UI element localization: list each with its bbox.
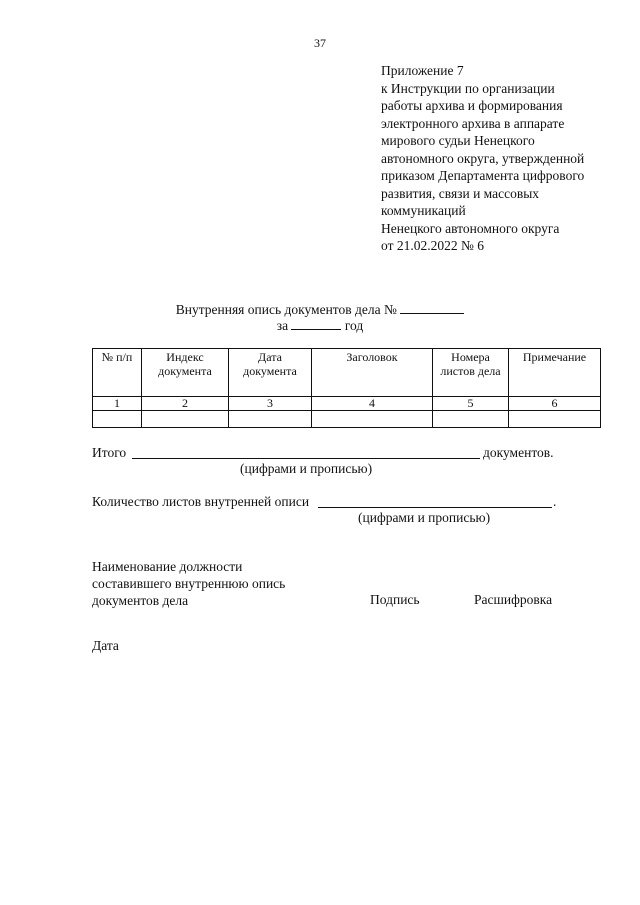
- table-cell[interactable]: [142, 411, 229, 428]
- col-number: 5: [433, 397, 509, 411]
- sheets-suffix: .: [553, 494, 557, 509]
- sheets-hint: (цифрами и прописью): [358, 510, 491, 525]
- col-number: 6: [509, 397, 601, 411]
- col-header-sheets: Номера листов дела: [433, 349, 509, 397]
- table-numbering-row: [93, 397, 601, 411]
- col-header-index: Индекс документа: [142, 349, 229, 397]
- col-header-date: Дата документа: [229, 349, 312, 397]
- year-line: [0, 318, 640, 334]
- table-cell[interactable]: [433, 411, 509, 428]
- appendix-line: от 21.02.2022 № 6: [381, 238, 484, 253]
- decoding-label: Расшифровка: [474, 592, 553, 607]
- year-prefix: за: [276, 318, 289, 333]
- form-title-text: Внутренняя опись документов дела №: [175, 302, 397, 317]
- table-cell[interactable]: [312, 411, 433, 428]
- table-cell[interactable]: [93, 411, 142, 428]
- appendix-line: к Инструкции по организации: [381, 80, 555, 96]
- col-number: 3: [229, 397, 312, 411]
- total-label: Итого: [92, 445, 127, 460]
- col-header-number: № п/п: [93, 349, 142, 397]
- total-suffix: документов.: [483, 445, 554, 460]
- col-number: 4: [312, 397, 433, 411]
- appendix-line: мирового судьи Ненецкого: [381, 133, 535, 148]
- table-header-row: [93, 349, 601, 397]
- appendix-line: электронного архива в аппарате: [381, 115, 565, 131]
- inventory-table: [92, 348, 601, 428]
- case-number-blank[interactable]: [400, 302, 464, 314]
- appendix-line: Приложение 7: [381, 63, 464, 78]
- sheets-label: Количество листов внутренней описи: [92, 494, 310, 509]
- signature-label: Подпись: [370, 592, 420, 607]
- total-hint: (цифрами и прописью): [240, 461, 373, 476]
- col-header-note: Примечание: [509, 349, 601, 397]
- sheets-blank[interactable]: [318, 495, 552, 508]
- appendix-line: приказом Департамента цифрового: [381, 168, 585, 183]
- appendix-header: [381, 62, 584, 255]
- form-title: [0, 302, 640, 318]
- position-block: [92, 558, 285, 609]
- appendix-line: коммуникаций: [381, 203, 466, 218]
- total-blank[interactable]: [132, 446, 480, 459]
- date-label: Дата: [92, 638, 119, 653]
- col-number: 1: [93, 397, 142, 411]
- table-cell[interactable]: [229, 411, 312, 428]
- appendix-line: работы архива и формирования: [381, 98, 563, 113]
- appendix-line: Ненецкого автономного округа: [381, 220, 560, 236]
- position-line: Наименование должности: [92, 559, 243, 574]
- appendix-line: автономного округа, утвержденной: [381, 150, 585, 166]
- appendix-line: развития, связи и массовых: [381, 185, 540, 201]
- year-blank[interactable]: [291, 318, 341, 330]
- page-number: 37: [314, 36, 326, 50]
- col-header-title: Заголовок: [312, 349, 433, 397]
- table-row[interactable]: [93, 411, 601, 428]
- position-line: составившего внутреннюю опись: [92, 576, 286, 591]
- table-cell[interactable]: [509, 411, 601, 428]
- year-suffix: год: [344, 318, 364, 333]
- position-line: документов дела: [92, 593, 189, 608]
- col-number: 2: [142, 397, 229, 411]
